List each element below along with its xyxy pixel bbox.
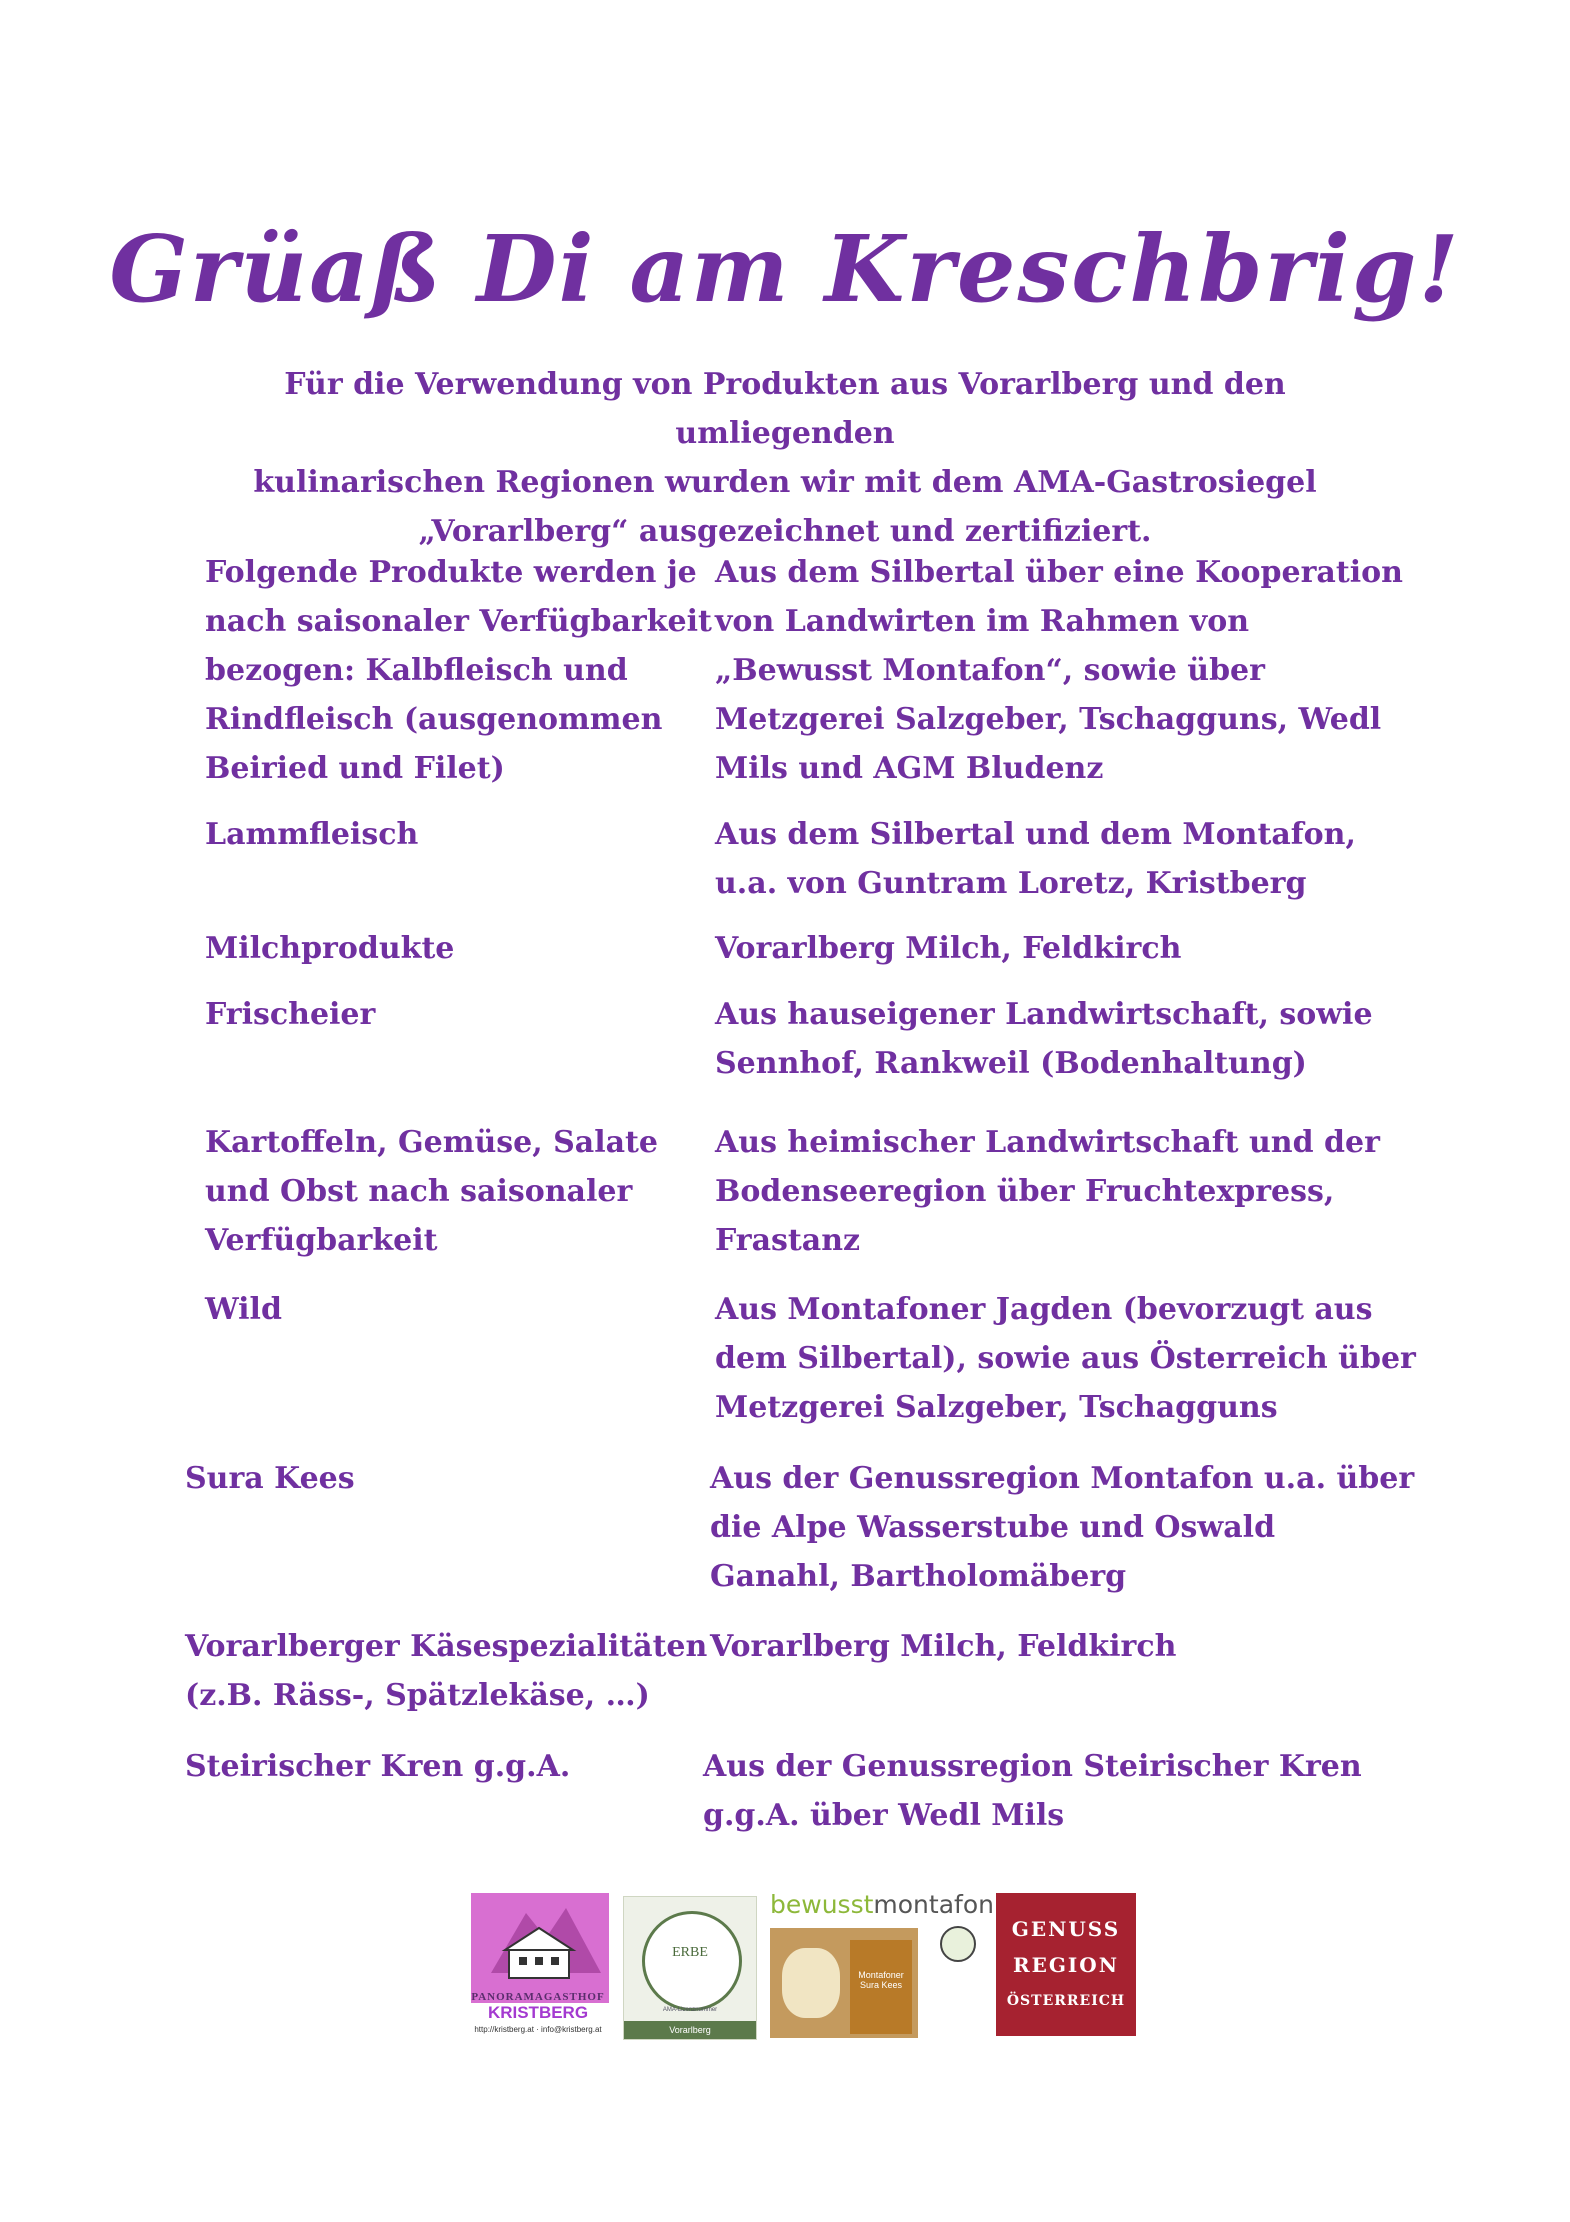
product-name-line: Lammfleisch bbox=[205, 817, 419, 852]
montafon-word: montafon bbox=[873, 1890, 994, 1919]
kristberg-logo-name: KRISTBERG bbox=[487, 2003, 589, 2022]
kristberg-logo-line: PANORAMAGASTHOF bbox=[471, 1991, 605, 2003]
product-source bbox=[703, 1742, 1362, 1840]
product-source-line: Aus hauseigener Landwirtschaft, sowie bbox=[715, 997, 1373, 1032]
product-name-line: Sura Kees bbox=[185, 1461, 355, 1496]
product-source-line: Aus heimischer Landwirtschaft und der bbox=[715, 1125, 1380, 1160]
product-source-line: Ganahl, Bartholomäberg bbox=[710, 1559, 1127, 1594]
product-name bbox=[205, 548, 712, 793]
product-source-line: Aus der Genussregion Steirischer Kren bbox=[703, 1749, 1362, 1784]
erbe-seal-icon bbox=[642, 1911, 742, 2011]
product-name bbox=[185, 1622, 707, 1720]
product-source-line: g.g.A. über Wedl Mils bbox=[703, 1798, 1065, 1833]
product-source-line: Bodenseeregion über Fruchtexpress, bbox=[715, 1174, 1335, 1209]
kulinarisches-erbe-logo bbox=[623, 1896, 757, 2040]
product-source bbox=[715, 990, 1373, 1088]
kristberg-logo bbox=[463, 1893, 613, 2037]
product-source-line: Frastanz bbox=[715, 1223, 861, 1258]
page-title: Grüaß Di am Kreschbrig! bbox=[109, 215, 1461, 323]
intro-line: kulinarischen Regionen wurden wir mit dem AMA-Gastrosiegel bbox=[253, 465, 1317, 500]
oesterreich-line: ÖSTERREICH bbox=[1006, 1993, 1126, 2009]
bewusst-word: bewusst bbox=[770, 1890, 874, 1919]
product-source bbox=[715, 924, 1181, 973]
product-name-line: Wild bbox=[205, 1292, 282, 1327]
product-name-line: (z.B. Räss-, Spätzlekäse, …) bbox=[185, 1678, 650, 1713]
product-name-line: Verfügbarkeit bbox=[205, 1223, 438, 1258]
bewusst-montafon-logo bbox=[768, 1890, 996, 2040]
intro-text bbox=[195, 360, 1375, 556]
sura-kees-label: Montafoner Sura Kees bbox=[850, 1940, 912, 2034]
sura-kees-photo bbox=[770, 1928, 918, 2038]
product-name-line: nach saisonaler Verfügbarkeit bbox=[205, 604, 712, 639]
product-source-line: Aus dem Silbertal und dem Montafon, bbox=[715, 817, 1356, 852]
product-source-line: Metzgerei Salzgeber, Tschagguns bbox=[715, 1390, 1278, 1425]
genuss-line: GENUSS bbox=[1011, 1917, 1121, 1941]
erbe-logo-band: Vorarlberg bbox=[624, 2021, 756, 2039]
product-source bbox=[715, 810, 1356, 908]
product-source bbox=[710, 1454, 1414, 1601]
kristberg-logo-url: http://kristberg.at · info@kristberg.at bbox=[474, 2025, 602, 2034]
kristberg-logo-image bbox=[471, 1893, 609, 2003]
product-name-line: Folgende Produkte werden je bbox=[205, 555, 697, 590]
product-name bbox=[205, 1285, 282, 1334]
product-name-line: Steirischer Kren g.g.A. bbox=[185, 1749, 571, 1784]
product-source-line: „Bewusst Montafon“, sowie über bbox=[715, 653, 1265, 688]
product-source bbox=[715, 1285, 1416, 1432]
product-source-line: Aus der Genussregion Montafon u.a. über bbox=[710, 1461, 1415, 1496]
erbe-logo-small: AMA-Lizenznummer bbox=[662, 2007, 718, 2013]
product-source-line: u.a. von Guntram Loretz, Kristberg bbox=[715, 866, 1307, 901]
product-name-line: und Obst nach saisonaler bbox=[205, 1174, 633, 1209]
product-source-line: Sennhof, Rankweil (Bodenhaltung) bbox=[715, 1046, 1307, 1081]
product-source-line: Mils und AGM Bludenz bbox=[715, 751, 1104, 786]
product-name bbox=[205, 990, 375, 1039]
product-source-line: von Landwirten im Rahmen von bbox=[715, 604, 1250, 639]
product-source bbox=[715, 1118, 1380, 1265]
product-name-line: Milchprodukte bbox=[205, 931, 455, 966]
product-name-line: Frischeier bbox=[205, 997, 376, 1032]
product-name-line: Beiried und Filet) bbox=[205, 751, 505, 786]
product-source-line: die Alpe Wasserstube und Oswald bbox=[710, 1510, 1276, 1545]
bewusst-montafon-wordmark bbox=[770, 1890, 994, 1919]
product-source-line: Vorarlberg Milch, Feldkirch bbox=[710, 1629, 1177, 1664]
product-name-line: Kartoffeln, Gemüse, Salate bbox=[205, 1125, 659, 1160]
region-line: REGION bbox=[1012, 1953, 1119, 1977]
intro-line: „Vorarlberg“ ausgezeichnet und zertifiziert. bbox=[418, 514, 1152, 549]
product-name bbox=[205, 810, 418, 859]
product-source-line: Vorarlberg Milch, Feldkirch bbox=[715, 931, 1182, 966]
erbe-logo-text: ERBE bbox=[672, 1945, 708, 1960]
logo-bar bbox=[0, 1890, 1570, 2040]
product-name bbox=[205, 924, 454, 973]
product-name bbox=[185, 1742, 570, 1791]
product-source bbox=[710, 1622, 1176, 1671]
product-name-line: Rindfleisch (ausgenommen bbox=[205, 702, 663, 737]
product-source bbox=[715, 548, 1403, 793]
intro-line: Für die Verwendung von Produkten aus Vorarlberg und den umliegenden bbox=[284, 367, 1286, 451]
product-name bbox=[205, 1118, 658, 1265]
cheese-image bbox=[782, 1948, 840, 2018]
product-source-line: Metzgerei Salzgeber, Tschagguns, Wedl bbox=[715, 702, 1382, 737]
product-name-line: Vorarlberger Käsespezialitäten bbox=[185, 1629, 708, 1664]
mountain-icon bbox=[940, 1926, 976, 1962]
genuss-region-logo bbox=[996, 1893, 1136, 2036]
product-name-line: bezogen: Kalbfleisch und bbox=[205, 653, 628, 688]
product-source-line: Aus Montafoner Jagden (bevorzugt aus bbox=[715, 1292, 1373, 1327]
product-source-line: Aus dem Silbertal über eine Kooperation bbox=[715, 555, 1403, 590]
product-source-line: dem Silbertal), sowie aus Österreich über bbox=[715, 1341, 1416, 1376]
product-name bbox=[185, 1454, 355, 1503]
